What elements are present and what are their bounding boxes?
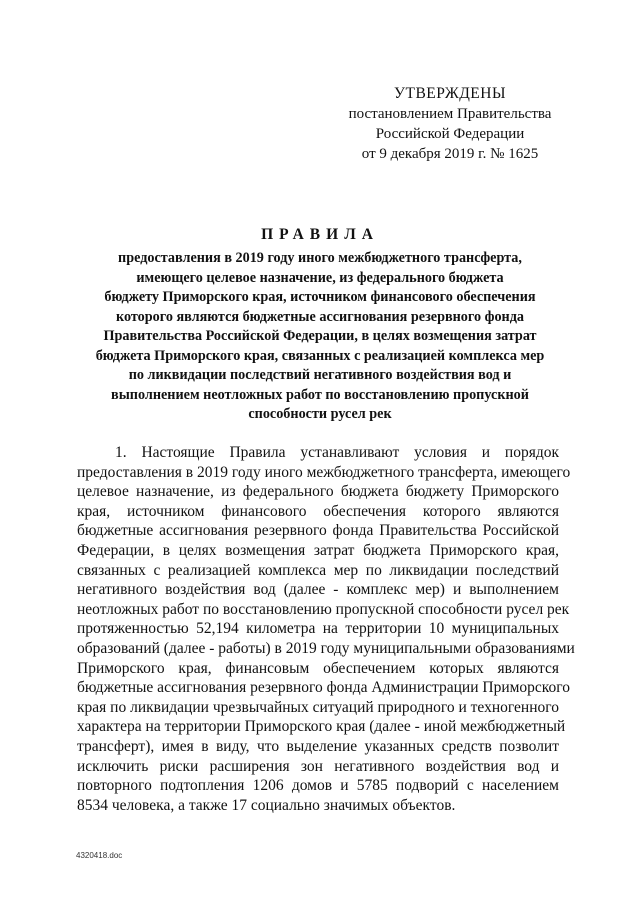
subtitle-line: способности русел рек [248, 406, 392, 422]
approval-approved: УТВЕРЖДЕНЫ [394, 85, 506, 102]
subtitle-line: бюджету Приморского края, источником финансового обеспечения [104, 289, 536, 305]
paragraph-line: повторного подтопления 1206 домов и 5785 подворий с населением [77, 777, 559, 795]
subtitle-line: имеющего целевое назначение, из федерального бюджета [136, 269, 504, 286]
subtitle-line: которого являются бюджетные ассигнования резервного фонда [116, 308, 524, 325]
document-subtitle [82, 249, 558, 425]
paragraph-line: исключить риски расширения зон негативного воздействия вод и [77, 757, 559, 775]
paragraph-line: 8534 человека, а также 17 социально значимых объектов. [77, 796, 456, 814]
paragraph-line: Приморского края, финансовым обеспечением которых являются [77, 659, 559, 677]
paragraph-line: характера на территории Приморского края (далее - иной межбюджетный [77, 718, 566, 736]
paragraph-1 [77, 443, 575, 815]
paragraph-line: предоставления в 2019 году иного межбюджетного трансферта, имеющего [77, 463, 571, 481]
approval-line-3: от 9 декабря 2019 г. № 1625 [361, 146, 539, 162]
subtitle-line: бюджета Приморского края, связанных с реализацией комплекса мер [95, 347, 545, 364]
paragraph-line: целевое назначение, из федерального бюджета бюджету Приморского [77, 483, 559, 501]
subtitle-line: Правительства Российской Федерации, в целях возмещения затрат [103, 328, 537, 344]
paragraph-line: 1. Настоящие Правила устанавливают условия и порядок [115, 444, 559, 461]
paragraph-line: протяженностью 52,194 километра на территории 10 муниципальных [77, 620, 559, 638]
approval-line-2: Российской Федерации [375, 126, 525, 142]
paragraph-line: образований (далее - работы) в 2019 году муниципальными образованиями [77, 639, 575, 657]
subtitle-line: по ликвидации последствий негативного воздействия вод и [128, 367, 512, 383]
approval-line-1: постановлением Правительства [348, 106, 552, 122]
paragraph-line: Федерации, в целях возмещения затрат бюджета Приморского края, [77, 541, 559, 559]
paragraph-line: негативного воздействия вод (далее - комплекс мер) и выполнением [77, 581, 559, 599]
paragraph-line: края по ликвидации чрезвычайных ситуаций природного и техногенного [77, 698, 559, 716]
subtitle-line: предоставления в 2019 году иного межбюджетного трансферта, [118, 250, 522, 266]
paragraph-line: бюджетные ассигнования резервного фонда Администрации Приморского [77, 679, 571, 697]
subtitle-line: выполнением неотложных работ по восстановлению пропускной [111, 386, 529, 403]
footer-file-code: 4320418.doc [76, 851, 123, 860]
paragraph-line: связанных с реализацией комплекса мер по ликвидации последствий [77, 561, 559, 579]
paragraph-line: бюджетные ассигнования резервного фонда Правительства Российской [77, 522, 559, 540]
document-title: ПРАВИЛА [261, 226, 379, 243]
paragraph-line: края, источником финансового обеспечения которого являются [77, 502, 559, 520]
paragraph-line: неотложных работ по восстановлению пропускной способности русел рек [77, 600, 570, 618]
paragraph-line: трансферт), имея в виду, что выделение указанных средств позволит [77, 737, 559, 755]
approval-block [340, 84, 560, 164]
